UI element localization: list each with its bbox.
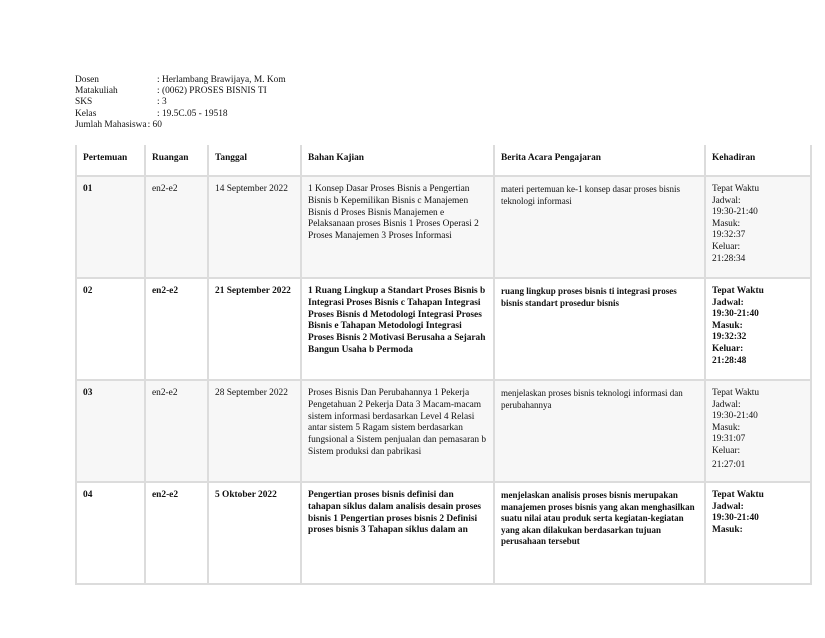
cell-berita-acara: menjelaskan proses bisnis teknologi informasi dan perubahannya: [495, 381, 706, 483]
cell-ruangan: en2-e2: [146, 279, 209, 381]
masuk-value: 19:31:07: [712, 434, 746, 445]
masuk-label: Masuk:: [712, 320, 743, 331]
cell-kehadiran: [706, 483, 812, 585]
info-row-kelas: [75, 109, 286, 120]
attendance-status: Tepat Waktu: [712, 286, 764, 296]
cell-tanggal: 28 September 2022: [209, 381, 302, 483]
cell-kehadiran: [706, 381, 812, 483]
header-pertemuan: Pertemuan: [75, 145, 146, 177]
cell-tanggal: 5 Oktober 2022: [209, 483, 302, 585]
jadwal-label: Jadwal:: [712, 297, 744, 308]
info-row-dosen: [75, 75, 286, 86]
info-row-matakuliah: [75, 86, 286, 97]
cell-ruangan: en2-e2: [146, 177, 209, 279]
dosen-value: : Herlambang Brawijaya, M. Kom: [157, 75, 286, 85]
header-row: [75, 145, 812, 177]
table-row: [75, 177, 812, 279]
attendance-status: Tepat Waktu: [712, 490, 764, 500]
attendance-table: [75, 145, 812, 585]
keluar-value: 21:28:48: [712, 355, 747, 366]
table-row: [75, 483, 812, 585]
cell-ruangan: en2-e2: [146, 381, 209, 483]
cell-bahan-kajian: 1 Konsep Dasar Proses Bisnis a Pengertian Bisnis b Kepemilikan Bisnis c Manajemen Bisnis d Proses Bisnis Manajemen e Pelaksanaan proses Bisnis 1 Proses Operasi 2 Proses Manajemen 3 Proses Informasi: [302, 177, 495, 279]
header-tanggal: Tanggal: [209, 145, 302, 177]
header-ruangan: Ruangan: [146, 145, 209, 177]
jadwal-value: 19:30-21:40: [712, 513, 759, 524]
cell-berita-acara: menjelaskan analisis proses bisnis merupakan manajemen proses bisnis yang akan menghasilkan suatu nilai atau produk serta kegiatan-kegiatan yang akan dilakukan berdasarkan tujuan perusahaan tersebut: [495, 483, 706, 585]
cell-bahan-kajian: 1 Ruang Lingkup a Standart Proses Bisnis b Integrasi Proses Bisnis c Tahapan Integrasi Proses Bisnis d Metodologi Integrasi Proses Bisnis e Tahapan Metodologi Integrasi Proses Bisnis 2 Motivasi Berusaha a Sejarah Bangun Usaha b Permoda: [302, 279, 495, 381]
cell-berita-acara: ruang lingkup proses bisnis ti integrasi proses bisnis standart prosedur bisnis: [495, 279, 706, 381]
jadwal-value: 19:30-21:40: [712, 207, 758, 218]
header-berita-acara: Berita Acara Pengajaran: [495, 145, 706, 177]
jadwal-label: Jadwal:: [712, 501, 744, 512]
info-row-sks: [75, 97, 286, 108]
table-row: [75, 279, 812, 381]
jadwal-value: 19:30-21:40: [712, 309, 759, 320]
cell-bahan-kajian: Pengertian proses bisnis definisi dan tahapan siklus dalam analisis desain proses bisnis 1 Pengertian proses bisnis 2 Definisi proses bisnis 3 Tahapan siklus dalam an: [302, 483, 495, 585]
cell-kehadiran: [706, 177, 812, 279]
attendance-status: Tepat Waktu: [712, 184, 760, 194]
cell-berita-acara: materi pertemuan ke-1 konsep dasar proses bisnis teknologi informasi: [495, 177, 706, 279]
cell-kehadiran: [706, 279, 812, 381]
masuk-label: Masuk:: [712, 524, 743, 535]
attendance-status: Tepat Waktu: [712, 388, 760, 398]
dosen-label: Dosen: [75, 75, 99, 85]
cell-bahan-kajian: Proses Bisnis Dan Perubahannya 1 Pekerja Pengetahuan 2 Pekerja Data 3 Macam-macam sistem informasi berdasarkan Level 4 Relasi antar sistem 5 Ragam sistem berdasarkan fungsional a Sistem penjualan dan pemasaran b Sistem produksi dan pabrikasi: [302, 381, 495, 483]
cell-pertemuan: 01: [75, 177, 146, 279]
sks-value: : 3: [157, 97, 167, 108]
table-body: [75, 177, 812, 585]
kelas-value: : 19.5C.05 - 19518: [157, 108, 228, 119]
keluar-value: 21:27:01: [712, 459, 746, 470]
info-row-jumlah-mahasiswa: [75, 120, 286, 131]
table-row: [75, 381, 812, 483]
keluar-value: 21:28:34: [712, 253, 746, 264]
course-info: [75, 75, 286, 131]
jumlah-mahasiswa-value: : 60: [147, 119, 162, 130]
kelas-label: Kelas: [75, 108, 97, 119]
cell-tanggal: 21 September 2022: [209, 279, 302, 381]
cell-ruangan: en2-e2: [146, 483, 209, 585]
cell-pertemuan: 04: [75, 483, 146, 585]
keluar-label: Keluar:: [712, 445, 741, 456]
masuk-value: 19:32:32: [712, 332, 747, 343]
header-bahan-kajian: Bahan Kajian: [302, 145, 495, 177]
sks-label: SKS: [75, 97, 93, 108]
table-header: [75, 145, 812, 177]
jadwal-label: Jadwal:: [712, 399, 741, 410]
cell-pertemuan: 02: [75, 279, 146, 381]
matakuliah-label: Matakuliah: [75, 86, 118, 97]
cell-tanggal: 14 September 2022: [209, 177, 302, 279]
masuk-value: 19:32:37: [712, 230, 746, 241]
masuk-label: Masuk:: [712, 422, 741, 433]
jadwal-label: Jadwal:: [712, 195, 741, 206]
cell-pertemuan: 03: [75, 381, 146, 483]
masuk-label: Masuk:: [712, 218, 741, 229]
jumlah-mahasiswa-label: Jumlah Mahasiswa: [75, 119, 147, 130]
matakuliah-value: : (0062) PROSES BISNIS TI: [157, 86, 267, 97]
keluar-label: Keluar:: [712, 343, 744, 354]
keluar-label: Keluar:: [712, 241, 741, 252]
header-kehadiran: Kehadiran: [706, 145, 812, 177]
jadwal-value: 19:30-21:40: [712, 411, 758, 422]
